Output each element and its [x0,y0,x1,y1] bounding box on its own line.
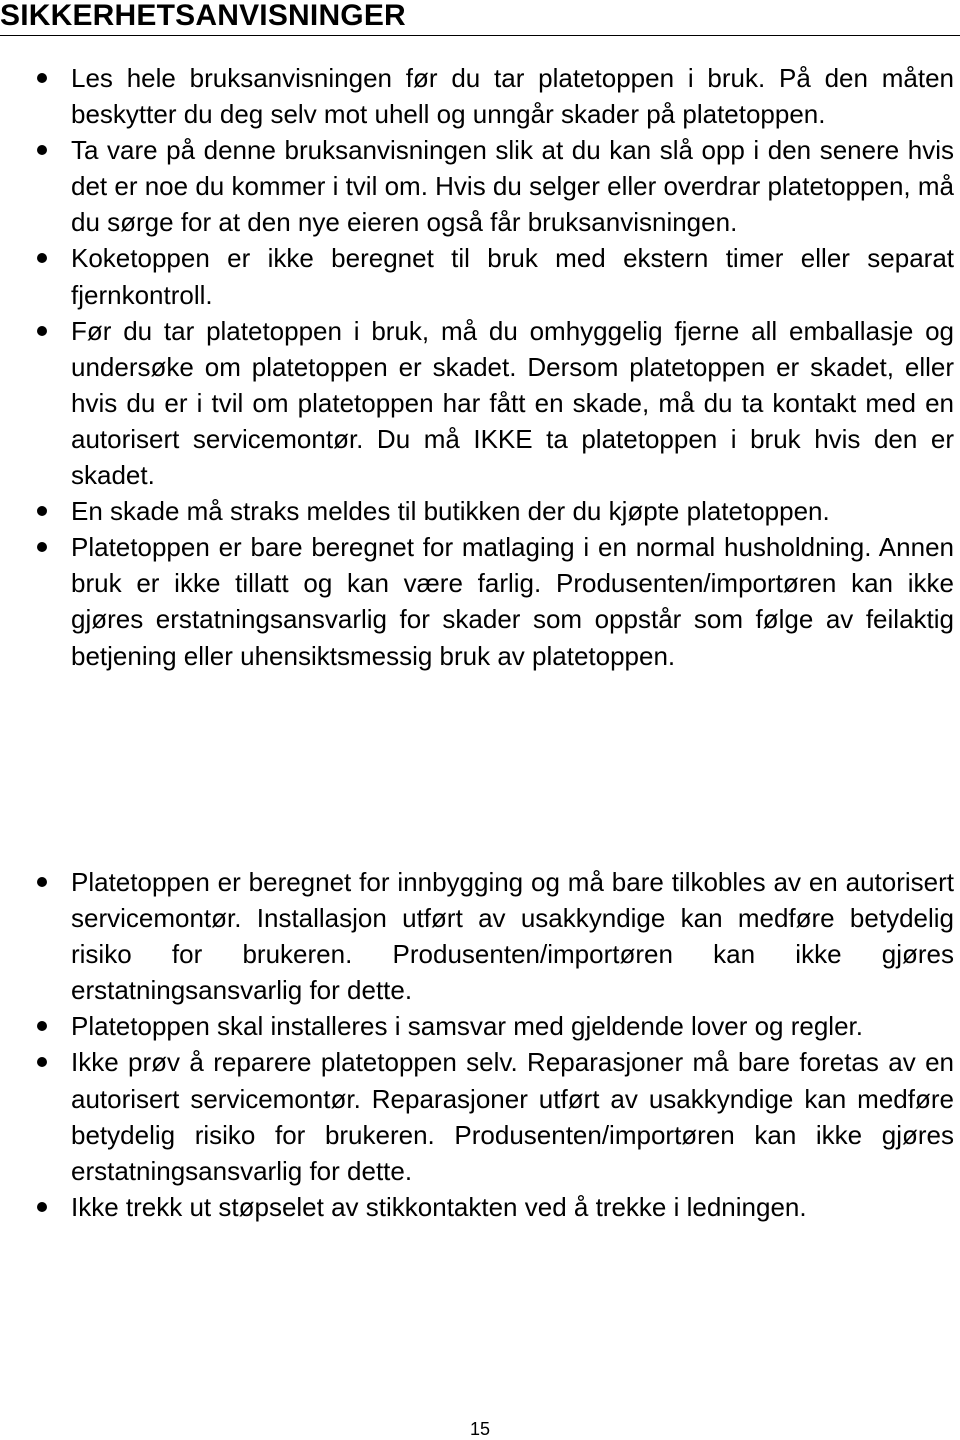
safety-instructions-list-lower [0,864,960,1225]
list-item [0,313,960,493]
bullet-icon [37,506,47,516]
list-item-text: Platetoppen er beregnet for innbygging og må bare tilkobles av en autorisert servicemontør. Installasjon utført av usakkyndige kan medføre betydelig risiko for brukeren. Produsenten/importøren kan ikke gjøres erstatningsansvarlig for dette. [71,867,954,1006]
list-item [0,1044,960,1188]
title-divider [0,35,960,36]
list-item [0,240,960,312]
bullet-icon [37,1202,47,1212]
bullet-icon [37,877,47,887]
list-item [0,132,960,240]
safety-instructions-list-upper [0,60,960,674]
bullet-icon [37,326,47,336]
list-item-text: Ikke prøv å reparere platetoppen selv. Reparasjoner må bare foretas av en autorisert servicemontør. Reparasjoner utført av usakkyndige kan medføre betydelig risiko for brukeren. Produsenten/importøren kan ikke gjøres erstatningsansvarlig for dette. [71,1047,954,1186]
list-item-text: Koketoppen er ikke beregnet til bruk med ekstern timer eller separat fjernkontroll. [71,243,954,310]
bullet-icon [37,145,47,155]
bullet-icon [37,1021,47,1031]
list-item-text: En skade må straks meldes til butikken der du kjøpte platetoppen. [71,496,830,527]
page-title: SIKKERHETSANVISNINGER [0,0,406,32]
bullet-icon [37,73,47,83]
list-item-text: Ta vare på denne bruksanvisningen slik at du kan slå opp i den senere hvis det er noe du kommer i tvil om. Hvis du selger eller overdrar platetoppen, må du sørge for at den nye eieren også får bruksanvisningen. [71,135,954,238]
list-item-text: Les hele bruksanvisningen før du tar platetoppen i bruk. På den måten beskytter du deg selv mot uhell og unngår skader på platetoppen. [71,63,954,130]
list-item-text: Platetoppen er bare beregnet for matlaging i en normal husholdning. Annen bruk er ikke tillatt og kan være farlig. Produsenten/importøren kan ikke gjøres erstatningsansvarlig for skader som oppstår som følge av feilaktig betjening eller uhensiktsmessig bruk av platetoppen. [71,532,954,671]
list-item [0,1189,960,1225]
list-item-text: Før du tar platetoppen i bruk, må du omhyggelig fjerne all emballasje og undersøke om platetoppen er skadet. Dersom platetoppen er skadet, eller hvis du er i tvil om platetoppen har fått en skade, må du ta kontakt med en autorisert servicemontør. Du må IKKE ta platetoppen i bruk hvis den er skadet. [71,315,954,491]
bullet-icon [37,253,47,263]
bullet-icon [37,1057,47,1067]
list-item [0,1008,960,1044]
list-item [0,493,960,529]
page-number: 15 [469,1419,491,1439]
list-item-text: Ikke trekk ut støpselet av stikkontakten ved å trekke i ledningen. [71,1191,807,1222]
list-item [0,60,960,132]
list-item [0,529,960,673]
bullet-icon [37,542,47,552]
list-item [0,864,960,1008]
list-item-text: Platetoppen skal installeres i samsvar med gjeldende lover og regler. [71,1011,863,1042]
